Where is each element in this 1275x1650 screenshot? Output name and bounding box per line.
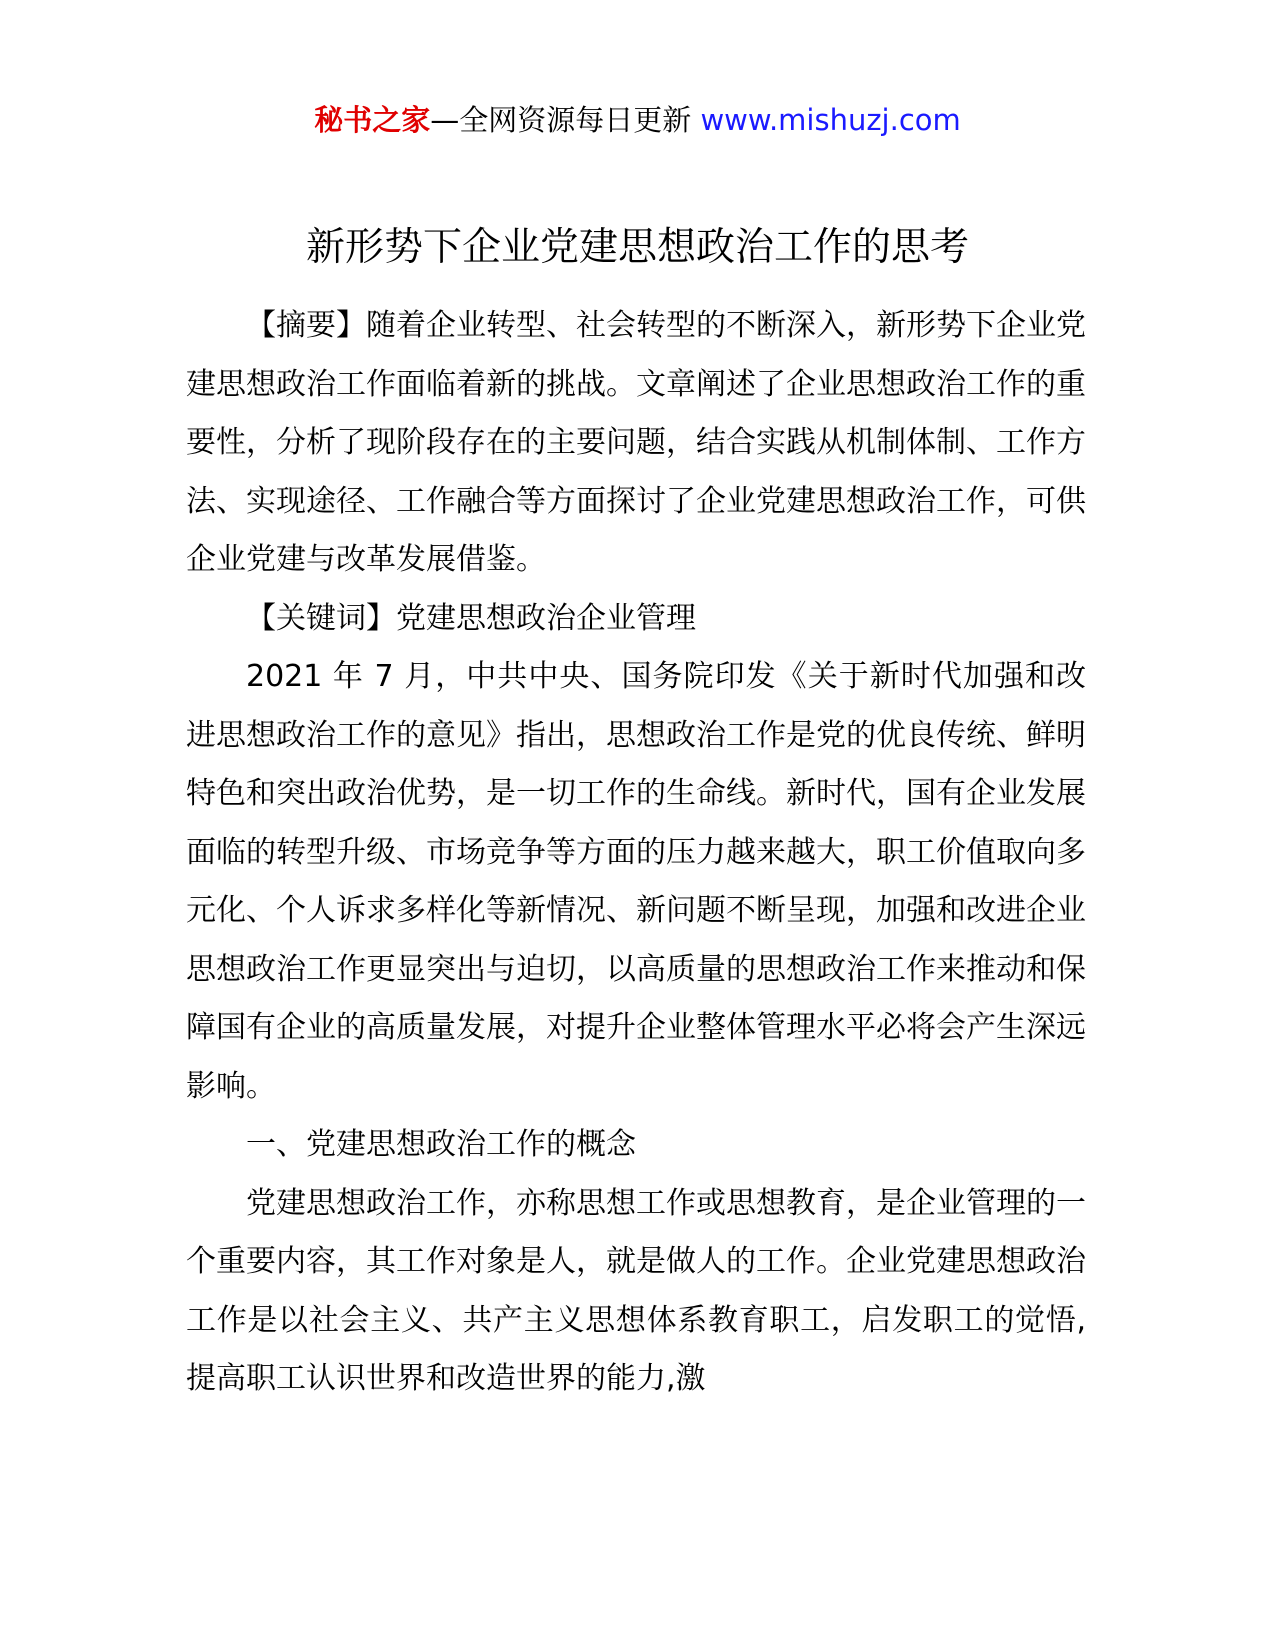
site-slogan: —全网资源每日更新 [430, 103, 692, 137]
keywords-paragraph: 【关键词】党建思想政治企业管理 [246, 600, 696, 636]
body-paragraph: 2021 年 7 月，中共中央、国务院印发《关于新时代加强和改进思想政治工作的意见》指出，思想政治工作是党的优良传统、鲜明特色和突出政治优势，是一切工作的生命线。新时代，国有企业发展面临的转型升级、市场竞争等方面的压力越来越大，职工价值取向多元化、个人诉求多样化等新情况、新问题不断呈现，加强和改进企业思想政治工作更显突出与迫切，以高质量的思想政治工作来推动和保障国有企业的高质量发展，对提升企业整体管理水平必将会产生深远影响。 [186, 659, 1086, 1104]
site-brand: 秘书之家 [314, 103, 431, 137]
document-title: 新形势下企业党建思想政治工作的思考 [305, 225, 969, 270]
abstract-paragraph: 【摘要】随着企业转型、社会转型的不断深入，新形势下企业党建思想政治工作面临着新的挑战。文章阐述了企业思想政治工作的重要性，分析了现阶段存在的主要问题，结合实践从机制体制、工作方法、实现途径、工作融合等方面探讨了企业党建思想政治工作，可供企业党建与改革发展借鉴。 [186, 308, 1086, 577]
document-body [186, 297, 1086, 1409]
section-heading: 一、党建思想政治工作的概念 [246, 1127, 636, 1162]
site-url-link[interactable]: www.mishuzj.com [700, 103, 961, 137]
body-paragraph: 党建思想政治工作，亦称思想工作或思想教育，是企业管理的一个重要内容，其工作对象是人，就是做人的工作。企业党建思想政治工作是以社会主义、共产主义思想体系教育职工，启发职工的觉悟,提高职工认识世界和改造世界的能力,激 [186, 1185, 1086, 1396]
site-header [0, 100, 1275, 140]
